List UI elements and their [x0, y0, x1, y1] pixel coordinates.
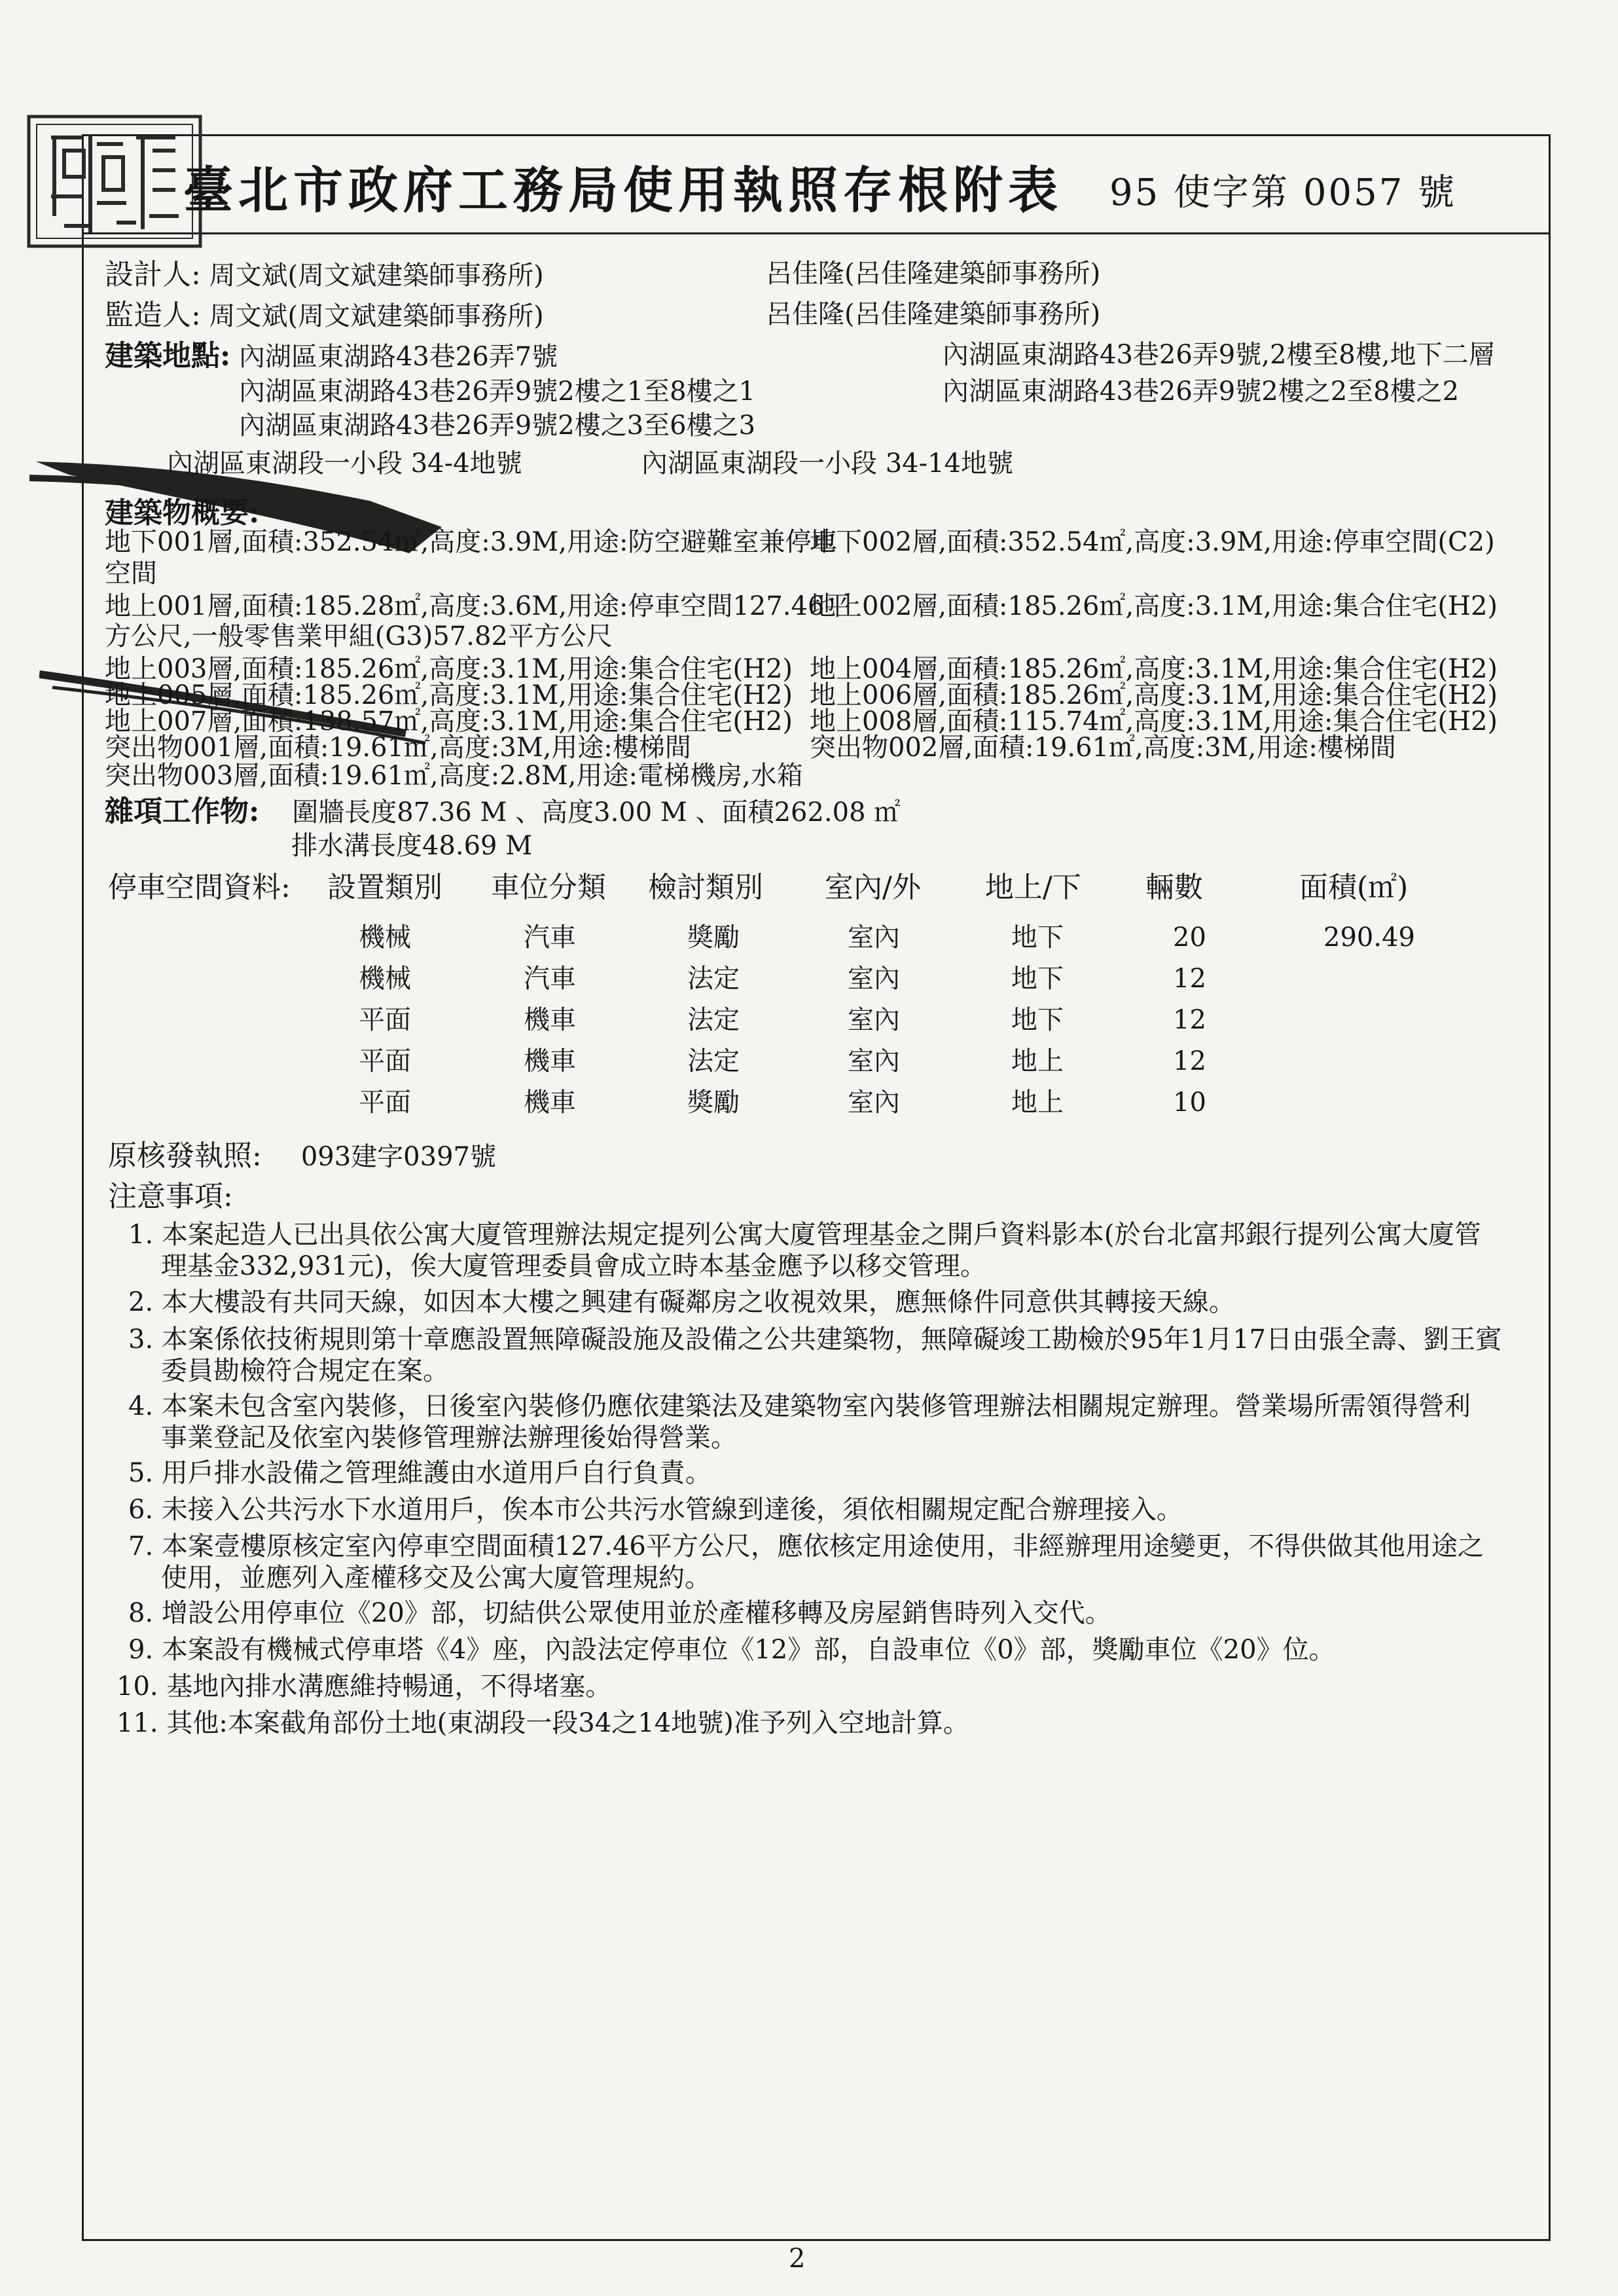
misc-line-1: 圍牆長度87.36 M 、高度3.00 M 、面積262.08 ㎡ [292, 797, 901, 828]
official-seal-stamp [25, 111, 208, 252]
penthouse-1: 突出物001層,面積:19.61㎡,高度:3M,用途:樓梯間 [105, 733, 691, 763]
note-5: 5. 用戶排水設備之管理維護由水道用戶自行負責。 [128, 1458, 711, 1488]
site-address-3: 內湖區東湖路43巷26弄9號2樓之1至8樓之1 [239, 376, 756, 407]
floor-8: 地上008層,面積:115.74㎡,高度:3.1M,用途:集合住宅(H2) [810, 706, 1498, 737]
parking-header-review: 檢討類別 [648, 871, 763, 904]
floor-1-cont: 方公尺,一般零售業甲組(G3)57.82平方公尺 [105, 621, 613, 651]
note-11: 11. 其他:本案截角部份土地(東湖段一段34之14地號)准予列入空地計算。 [117, 1708, 969, 1738]
floor-b2: 地下002層,面積:352.54㎡,高度:3.9M,用途:停車空間(C2) [810, 527, 1495, 557]
building-label: 建築物概要: [105, 496, 260, 530]
misc-label: 雜項工作物: [105, 795, 260, 828]
note-3-cont: 委員勘檢符合規定在案。 [161, 1356, 449, 1386]
parking-header-area: 面積(㎡) [1299, 871, 1409, 904]
original-permit-value: 093建字0397號 [300, 1142, 496, 1172]
site-lot-2: 內湖區東湖段一小段 34-14地號 [641, 448, 1014, 479]
notes-label: 注意事項: [108, 1180, 233, 1213]
floor-5: 地上005層,面積:185.26㎡,高度:3.1M,用途:集合住宅(H2) [105, 680, 793, 710]
site-lot-1: 內湖區東湖段一小段 34-4地號 [167, 448, 522, 479]
penthouse-3: 突出物003層,面積:19.61㎡,高度:2.8M,用途:電梯機房,水箱 [105, 761, 803, 791]
site-address-5: 內湖區東湖路43巷26弄9號2樓之3至6樓之3 [239, 410, 756, 441]
floor-2: 地上002層,面積:185.26㎡,高度:3.1M,用途:集合住宅(H2) [810, 591, 1498, 621]
note-10: 10. 基地內排水溝應維持暢通，不得堵塞。 [117, 1671, 612, 1702]
designer-name-1: 周文斌(周文斌建築師事務所) [209, 261, 544, 291]
document-title: 臺北市政府工務局使用執照存根附表 [183, 161, 1063, 219]
note-4-cont: 事業登記及依室內裝修管理辦法辦理後始得營業。 [161, 1423, 737, 1453]
note-1-cont: 理基金332,931元)，俟大廈管理委員會成立時本基金應予以移交管理。 [161, 1251, 987, 1281]
note-7-cont: 使用，並應列入產權移交及公寓大廈管理規約。 [161, 1563, 711, 1593]
note-9: 9. 本案設有機械式停車塔《4》座，內設法定停車位《12》部，自設車位《0》部，獎勵車位《20》位。 [128, 1635, 1335, 1665]
site-label: 建築地點: [105, 339, 231, 373]
note-1: 1. 本案起造人已出具依公寓大廈管理辦法規定提列公寓大廈管理基金之開戶資料影本(於台北富邦銀行提列公寓大廈管 [128, 1220, 1481, 1250]
supervisor-label: 監造人: [105, 299, 201, 332]
note-8: 8. 增設公用停車位《20》部，切結供公眾使用並於產權移轉及房屋銷售時列入交代。 [128, 1598, 1111, 1628]
misc-line-2: 排水溝長度48.69 M [291, 831, 533, 861]
supervisor-name-2: 呂佳隆(呂佳隆建築師事務所) [766, 299, 1101, 329]
parking-header-type: 設置類別 [327, 871, 442, 904]
supervisor-name-1: 周文斌(周文斌建築師事務所) [209, 301, 544, 331]
site-address-4: 內湖區東湖路43巷26弄9號2樓之2至8樓之2 [943, 376, 1460, 407]
floor-4: 地上004層,面積:185.26㎡,高度:3.1M,用途:集合住宅(H2) [810, 654, 1498, 684]
page-number: 2 [789, 2244, 806, 2274]
floor-1: 地上001層,面積:185.28㎡,高度:3.6M,用途:停車空間127.46平 [105, 591, 851, 621]
penthouse-2: 突出物002層,面積:19.61㎡,高度:3M,用途:樓梯間 [810, 733, 1396, 763]
site-address-1: 內湖區東湖路43巷26弄7號 [238, 342, 558, 372]
floor-7: 地上007層,面積:138.57㎡,高度:3.1M,用途:集合住宅(H2) [105, 706, 793, 737]
site-address-2: 內湖區東湖路43巷26弄9號,2樓至8樓,地下二層 [943, 340, 1495, 370]
permit-number: 95 使字第 0057 號 [1109, 172, 1457, 214]
floor-6: 地上006層,面積:185.26㎡,高度:3.1M,用途:集合住宅(H2) [810, 680, 1498, 710]
parking-header-level: 地上/下 [985, 871, 1081, 904]
note-7: 7. 本案壹樓原核定室內停車空間面積127.46平方公尺，應依核定用途使用，非經辦理用途變更，不得供做其他用途之 [128, 1531, 1484, 1561]
parking-header-class: 車位分類 [491, 871, 606, 904]
original-permit-label: 原核發執照: [108, 1139, 262, 1173]
note-3: 3. 本案係依技術規則第十章應設置無障礙設施及設備之公共建築物，無障礙竣工勘檢於95年1月17日由張全壽、劉王賓 [128, 1324, 1502, 1355]
note-2: 2. 本大樓設有共同天線，如因本大樓之興建有礙鄰房之收視效果，應無條件同意供其轉接天線。 [128, 1287, 1235, 1317]
floor-b1: 地下001層,面積:352.54㎡,高度:3.9M,用途:防空避難室兼停車 [105, 527, 838, 557]
designer-name-2: 呂佳隆(呂佳隆建築師事務所) [766, 259, 1101, 289]
floor-3: 地上003層,面積:185.26㎡,高度:3.1M,用途:集合住宅(H2) [105, 654, 793, 684]
floor-b1-cont: 空間 [105, 558, 157, 589]
parking-header-indoor: 室內/外 [825, 871, 921, 904]
designer-label: 設計人: [105, 258, 201, 291]
note-4: 4. 本案未包含室內裝修，日後室內裝修仍應依建築法及建築物室內裝修管理辦法相關規定辦理。營業場所需領得營利 [128, 1391, 1471, 1421]
note-6: 6. 未接入公共污水下水道用戶，俟本市公共污水管線到達後，須依相關規定配合辦理接入。 [128, 1495, 1183, 1525]
header-rule [82, 232, 1549, 234]
parking-header-count: 輛數 [1145, 871, 1203, 904]
parking-label: 停車空間資料: [108, 871, 291, 904]
